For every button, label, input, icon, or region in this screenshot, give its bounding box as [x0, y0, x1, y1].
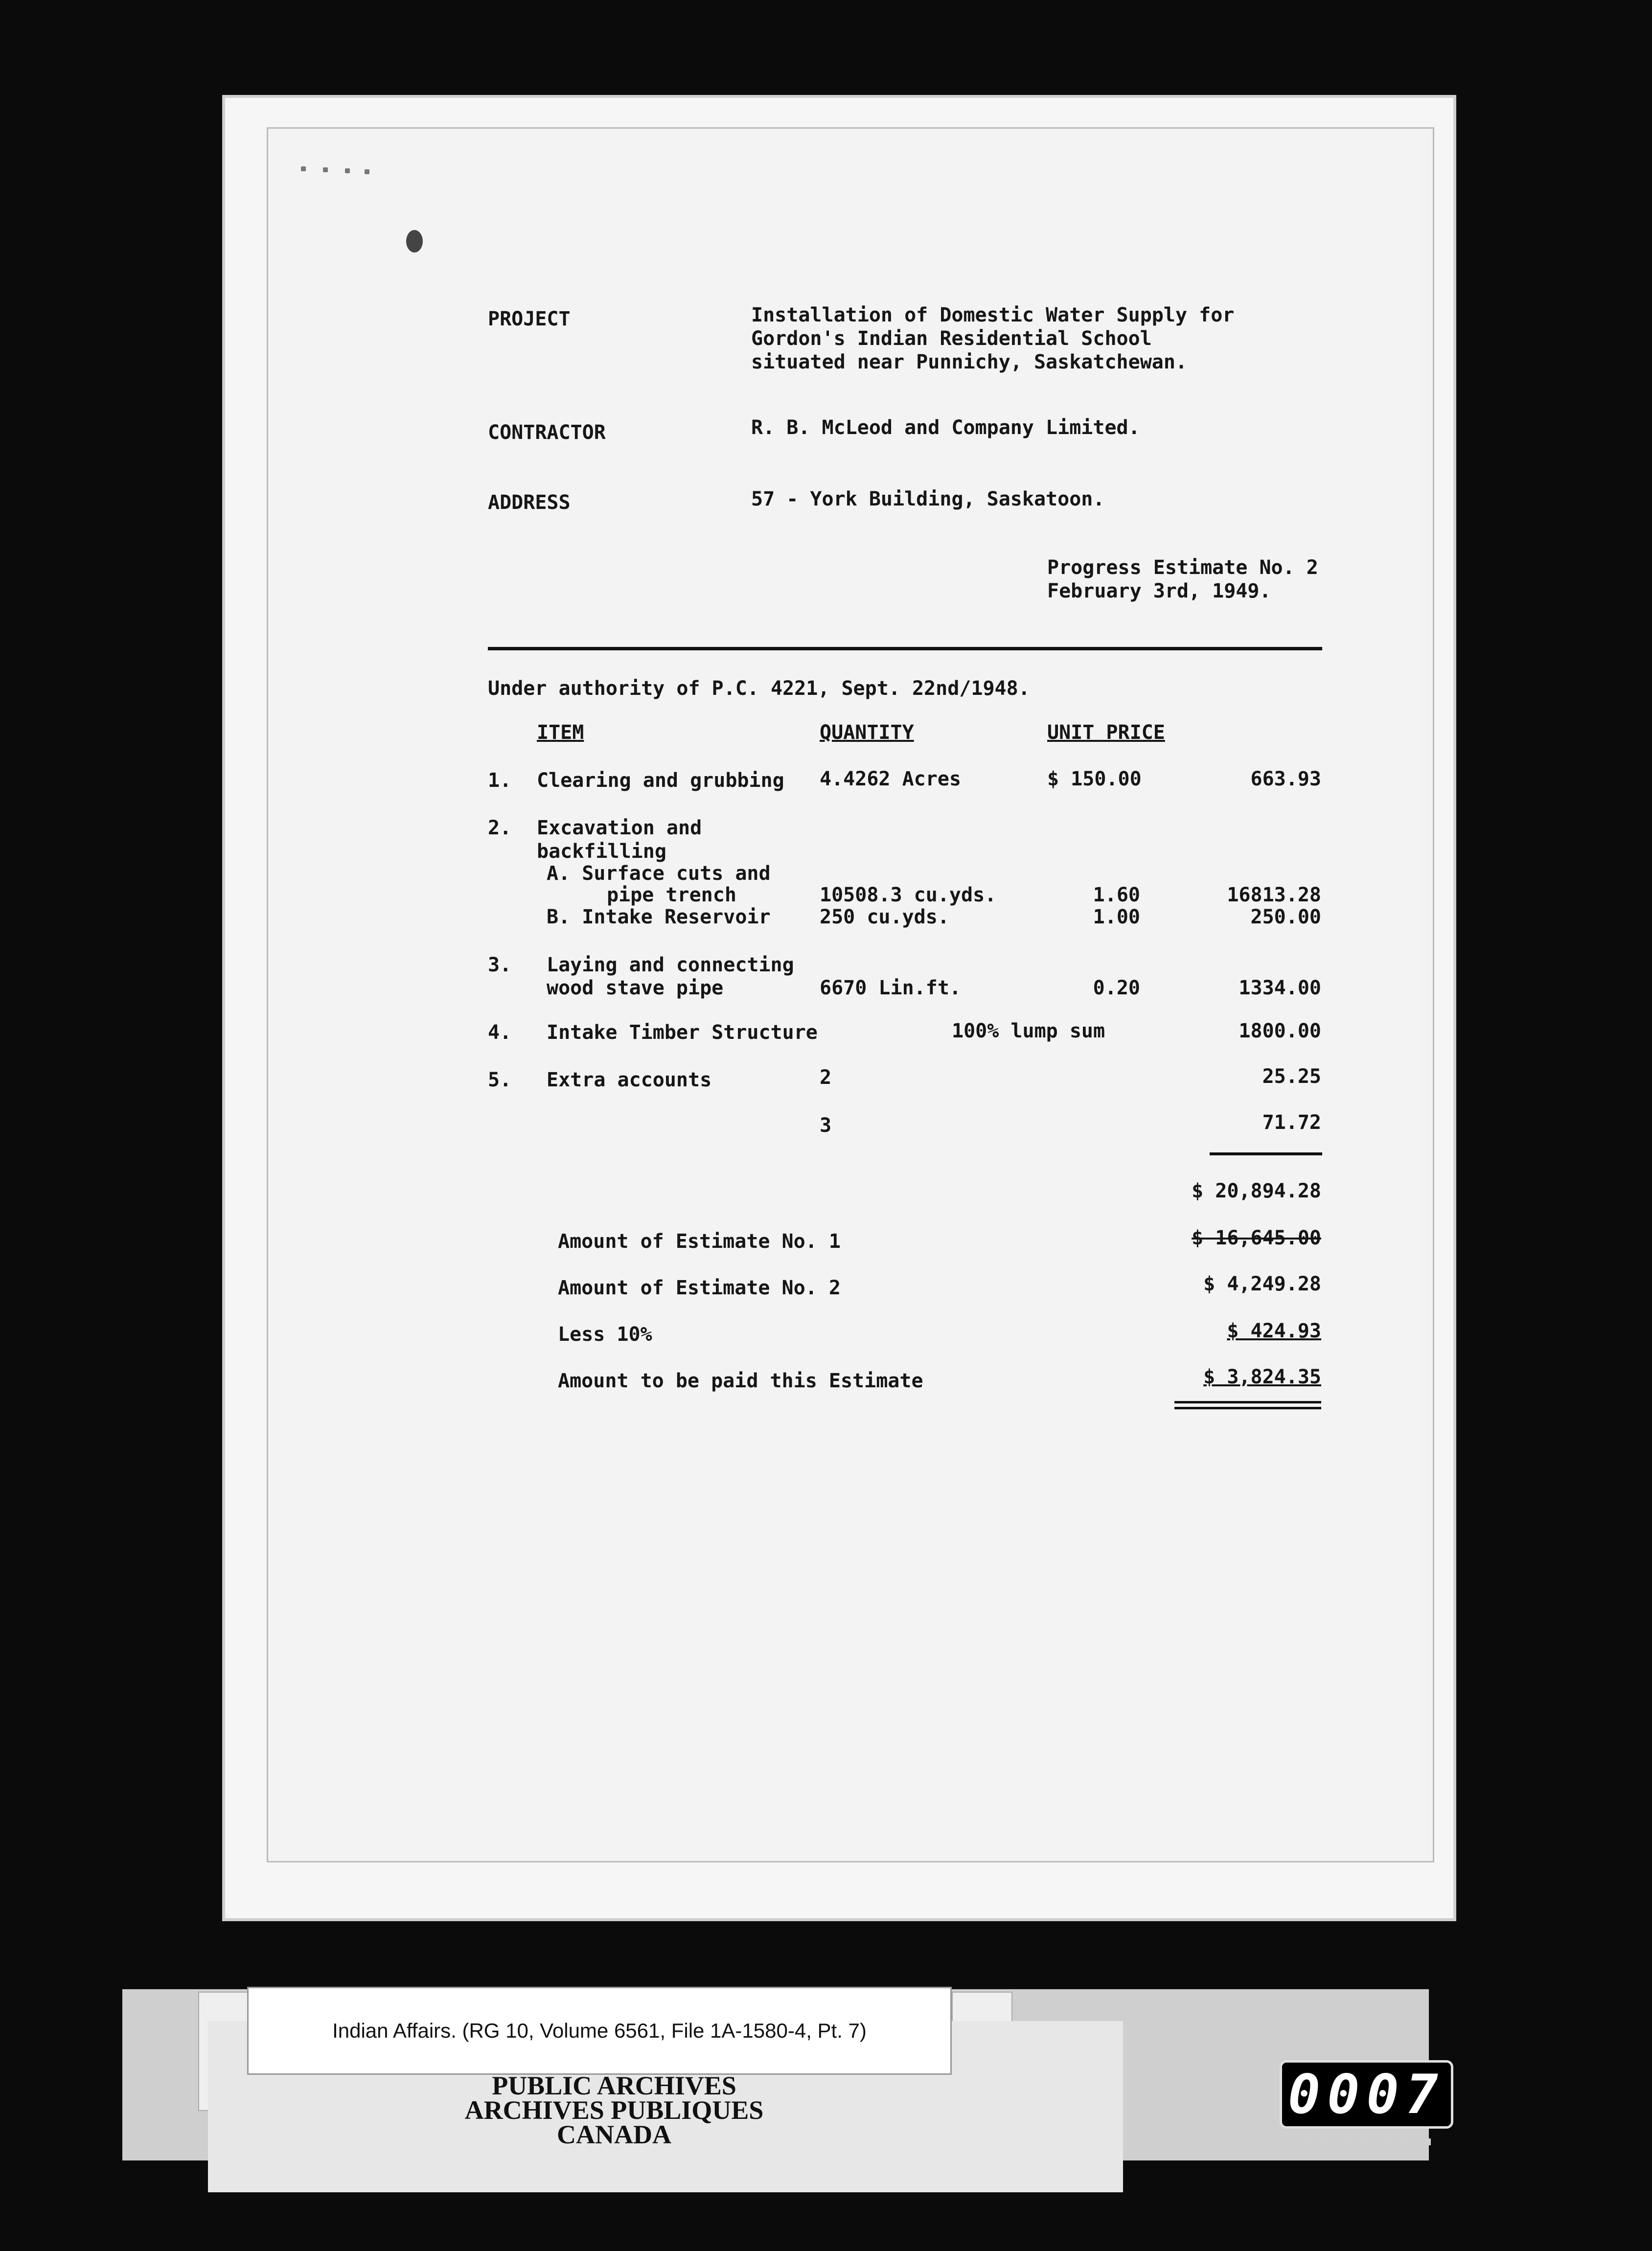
item-quantity: 250 cu.yds. [820, 906, 949, 928]
item-description: B. Intake Reservoir [547, 906, 771, 928]
item-amount: 1334.00 [1239, 977, 1321, 999]
item-unit-price: $ 150.00 [1047, 768, 1142, 790]
project-line-1: Installation of Domestic Water Supply for [751, 304, 1235, 326]
item-unit-price: 1.00 [1093, 906, 1140, 928]
item-description: Intake Timber Structure [547, 1021, 818, 1044]
film-sprocket [1302, 2138, 1313, 2145]
item-amount: 25.25 [1262, 1065, 1321, 1088]
item-number: 5. [488, 1069, 512, 1091]
item-number: 3. [488, 954, 512, 976]
grand-total: $ 20,894.28 [1192, 1180, 1321, 1202]
column-item: ITEM [537, 721, 584, 744]
mark [365, 169, 369, 174]
mark [323, 167, 328, 172]
punch-hole [406, 230, 423, 253]
film-sprocket [1380, 2138, 1392, 2145]
authority-line: Under authority of P.C. 4221, Sept. 22nd/1948. [488, 677, 1030, 700]
less-value: $ 424.93 [1227, 1320, 1321, 1342]
item-amount: 250.00 [1250, 906, 1321, 928]
header-rule [488, 647, 1322, 650]
item-amount: 16813.28 [1227, 884, 1321, 906]
contractor-label: CONTRACTOR [488, 421, 606, 444]
item-description: backfilling [537, 840, 666, 863]
item-description: Clearing and grubbing [537, 769, 784, 792]
estimate-2-label: Amount of Estimate No. 2 [558, 1277, 841, 1299]
estimate-1-value: $ 16,645.00 [1192, 1227, 1321, 1249]
film-sprocket [1341, 2138, 1353, 2145]
project-label: PROJECT [488, 308, 571, 330]
film-sprocket [1419, 2138, 1431, 2145]
item-quantity: 100% lump sum [952, 1020, 1105, 1042]
amount-paid-label: Amount to be paid this Estimate [558, 1370, 923, 1392]
contractor-value: R. B. McLeod and Company Limited. [751, 416, 1140, 439]
estimate-2-value: $ 4,249.28 [1203, 1273, 1321, 1295]
address-value: 57 - York Building, Saskatoon. [751, 488, 1105, 510]
item-quantity: 10508.3 cu.yds. [820, 884, 997, 906]
less-label: Less 10% [558, 1323, 652, 1346]
estimate-1-label: Amount of Estimate No. 1 [558, 1230, 841, 1253]
item-number: 1. [488, 769, 512, 792]
item-quantity: 3 [820, 1114, 832, 1137]
item-description: wood stave pipe [547, 977, 724, 999]
project-line-2: Gordon's Indian Residential School [751, 327, 1152, 350]
item-description: pipe trench [607, 884, 736, 906]
item-description: Laying and connecting [547, 954, 794, 976]
archive-name-en: PUBLIC ARCHIVES [492, 2071, 736, 2100]
film-sprocket [1400, 2138, 1411, 2145]
progress-estimate: Progress Estimate No. 2 [1047, 556, 1318, 579]
film-sprocket [1321, 2138, 1333, 2145]
item-amount: 71.72 [1262, 1111, 1321, 1134]
archive-country: CANADA [557, 2120, 671, 2149]
subtotal-rule [1210, 1152, 1322, 1155]
frame-number: 0007 [1280, 2060, 1453, 2129]
double-rule-top [1174, 1401, 1321, 1403]
archive-reference: Indian Affairs. (RG 10, Volume 6561, File 1A-1580-4, Pt. 7) [247, 1987, 952, 2075]
film-sprocket [1360, 2138, 1372, 2145]
estimate-date: February 3rd, 1949. [1047, 580, 1271, 602]
item-quantity: 4.4262 Acres [820, 768, 961, 790]
archive-name-fr: ARCHIVES PUBLIQUES [464, 2095, 764, 2125]
item-number: 2. [488, 817, 512, 839]
double-rule-bottom [1174, 1407, 1321, 1409]
item-description: A. Surface cuts and [547, 862, 771, 885]
item-quantity: 6670 Lin.ft. [820, 977, 961, 999]
address-label: ADDRESS [488, 491, 571, 514]
item-unit-price: 1.60 [1093, 884, 1140, 906]
mark [301, 166, 306, 171]
item-description: Excavation and [537, 817, 702, 839]
item-amount: 663.93 [1250, 768, 1321, 790]
column-quantity: QUANTITY [820, 721, 914, 744]
column-unit-price: UNIT PRICE [1047, 721, 1165, 744]
item-amount: 1800.00 [1239, 1020, 1321, 1042]
item-description: Extra accounts [547, 1069, 712, 1091]
mark [345, 168, 350, 173]
item-number: 4. [488, 1021, 512, 1044]
amount-paid-value: $ 3,824.35 [1203, 1366, 1321, 1388]
item-quantity: 2 [820, 1066, 832, 1089]
item-unit-price: 0.20 [1093, 977, 1140, 999]
project-line-3: situated near Punnichy, Saskatchewan. [751, 351, 1188, 373]
